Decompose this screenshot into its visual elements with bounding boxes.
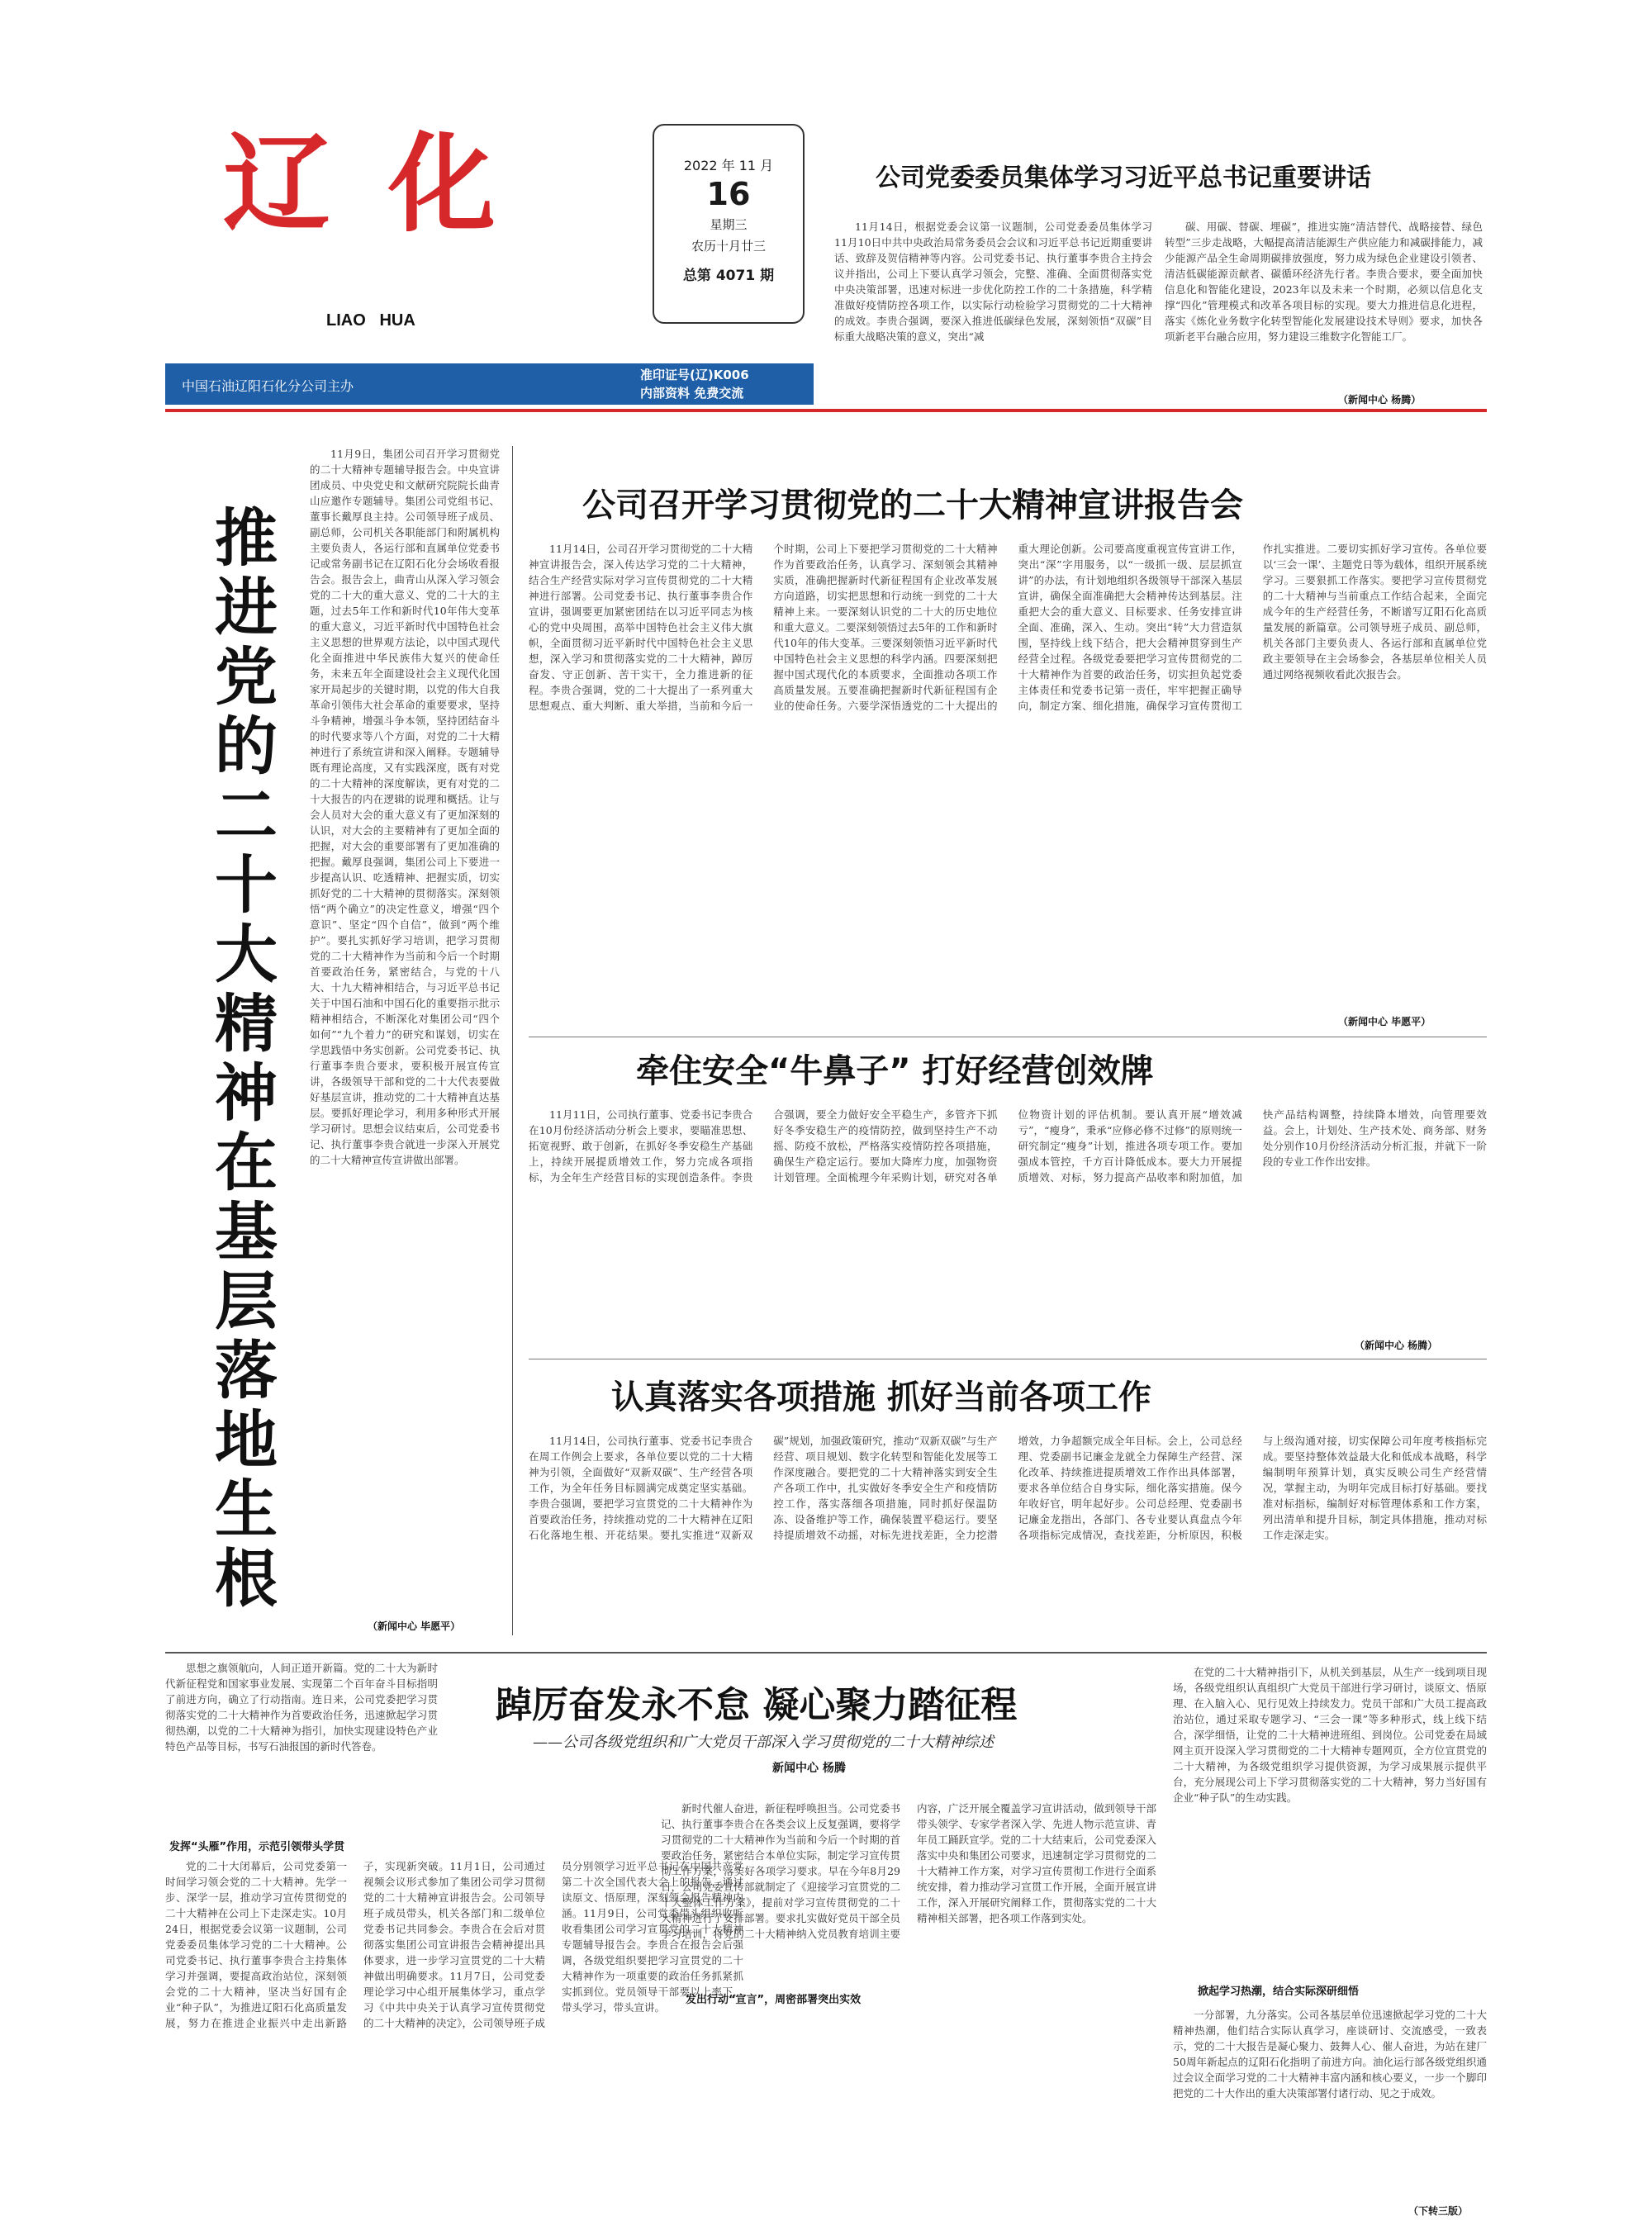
- story5-subheadline: ——公司各级党组织和广大党员干部深入学习贯彻党的二十大精神综述: [533, 1734, 994, 1751]
- top-story-headline: 公司党委委员集体学习习近平总书记重要讲话: [876, 164, 1371, 192]
- story2-body: [529, 541, 1487, 1012]
- top-story-col2: [1165, 219, 1483, 392]
- story5-subhead-1: 发挥“头雁”作用，示范引领带头学贯: [169, 1841, 345, 1853]
- top-story-col1: [834, 219, 1152, 405]
- column-divider: [512, 446, 513, 1635]
- masthead-title-char: 辽: [223, 121, 331, 247]
- story5-text-4: 一分部署，九分落实。公司各基层单位迅速掀起学习党的二十大精神热潮，他们结合实际认真学习，座谈研讨、交流感受，一致表示，党的二十大报告是凝心聚力、鼓舞人心、催人奋进，为站在建厂50周年新起点的辽阳石化指明了前进方向。油化运行部各级党组织通过会议全面学习党的二十大精神丰富内涵和核心要义，一步一个脚印把党的二十大作出的重大决策部署付诸行动、见之于成效。: [1173, 2009, 1487, 2100]
- left-column-credit: （新闻中心 毕愿平）: [368, 1620, 461, 1632]
- circulation-text: 内部资料 免费交流: [640, 386, 744, 401]
- story5-body-1: [165, 1858, 743, 2222]
- date-line: 2022 年 11 月: [683, 158, 774, 173]
- date-weekday: 星期三: [710, 217, 748, 232]
- story5-subhead-2: 发出行动“宣言”，周密部署突出实效: [686, 1994, 862, 2006]
- top-story-text-1: 11月14日，根据党委会议第一议题制，公司党委委员集体学习11月10日中共中央政治局常务委员会会议和习近平总书记近期重要讲话、致辞及贺信精神等内容。公司党委书记、执行董事李贵合主持会议并指出，公司上下要认真学习领会，完整、准确、全面贯彻落实党中央决策部署，迅速对标进一步优化防控工作的二十条措施，科学精准做好疫情防控各项工作，以实际行动检验学习贯彻党的二十大精神的成效。李贵合强调，要深入推进低碳绿色发展，深刻领悟“双碳”目标重大战略决策的意义，突出“减: [834, 221, 1152, 343]
- story4-headline: 认真落实各项措施 抓好当前各项工作: [611, 1378, 1151, 1416]
- story5-body-3: [1173, 1664, 1487, 1978]
- story5-body-4: [1173, 2007, 1487, 2201]
- section-divider: [165, 1652, 1487, 1654]
- story5-text-3: 在党的二十大精神指引下，从机关到基层，从生产一线到项目现场，各级党组织认真组织广大党员干部进行学习研讨，谈原文、悟原理、在入脑入心、见行见效上持续发力。党员干部和广大员工提高政治站位，通过采取专题学习、“三会一课”等多种形式，线上线下结合，深学细悟，让党的二十大精神进班组、到岗位。公司党委在局域网主页开设深入学习贯彻党的二十大精神专题网页，全方位宣贯党的二十大精神，为各级党组织学习提供资源，为学习成果展示提供平台，充分展现公司上下学习贯彻落实党的二十大精神，努力当好国有企业“种子队”的生动实践。: [1173, 1666, 1487, 1804]
- story5-lead: [165, 1660, 438, 1825]
- story2-headline: 公司召开学习贯彻党的二十大精神宣讲报告会: [582, 486, 1243, 524]
- date-lunar: 农历十月廿三: [691, 239, 766, 254]
- date-box: [653, 124, 805, 324]
- masthead-band: [165, 363, 814, 405]
- story5-text-1: 党的二十大闭幕后，公司党委第一时间学习领会党的二十大精神。先学一步、深学一层，推动学习宣传贯彻党的二十大精神在公司上下走深走实。10月24日，根据党委会议第一议题制，公司党委委员集体学习党的二十大精神。公司党委书记、执行董事李贵合主持集体学习并强调，要提高政治站位，深刻领会党的二十大精神，坚决当好国有企业“种子队”，为推进辽阳石化高质量发展，努力在推进企业振兴中走出新路子，实现新突破。11月1日，公司通过视频会议形式参加了集团公司学习贯彻党的二十大精神宣讲报告会。公司领导班子成员带头，机关各部门和二级单位党委书记共同参会。李贵合在会后对贯彻落实集团公司宣讲报告会精神提出具体要求，进一步学习宣贯党的二十大精神做出明确要求。11月7日，公司党委理论学习中心组开展集体学习，重点学习《中共中央关于认真学习宣传贯彻党的二十大精神的决定》，公司领导班子成员分别领学习近平总书记在中国共产党第二十次全国代表大会上的报告，通过读原文、悟原理，深刻领会报告精神内涵。11月9日，公司党委带头组织收听收看集团公司学习宣贯党的二十大精神专题辅导报告会。李贵合在报告会后强调，各级党组织要把学习宣贯党的二十大精神作为一项重要的政治任务抓紧抓实抓到位。党员领导干部要以上率下，带头学习，带头宣讲。: [165, 1860, 743, 2029]
- left-column-text: 11月9日，集团公司召开学习贯彻党的二十大精神专题辅导报告会。中央宣讲团成员、中央党史和文献研究院院长曲青山应邀作专题辅导。集团公司党组书记、董事长戴厚良主持。公司领导班子成员、副总师，公司机关各职能部门和附属机构主要负责人，各运行部和直属单位党委书记或常务副书记在辽阳石化分会场收看报告会。报告会上，曲青山从深入学习领会党的二十大的重大意义、党的二十大的主题，过去5年工作和新时代10年伟大变革的重大意义，习近平新时代中国特色社会主义思想的世界观方法论，以中国式现代化全面推进中华民族伟大复兴的使命任务，未来五年全面建设社会主义现代化国家开局起步的关键时期，以党的伟大自我革命引领伟大社会革命的重要要求，坚持斗争精神，增强斗争本领，坚持团结奋斗的时代要求等八个方面，对党的二十大精神进行了系统宣讲和深入阐释。专题辅导既有理论高度，又有实践深度，既有对党的二十大精神的深度解读，更有对党的二十大报告的内在逻辑的说理和概括。让与会人员对大会的重大意义有了更加深刻的认识，对大会的主要精神有了更加全面的把握，对大会的重要部署有了更加准确的把握。戴厚良强调，集团公司上下要进一步提高认识、吃透精神、把握实质，切实抓好党的二十大精神的贯彻落实。深刻领悟“两个确立”的决定性意义，增强“四个意识”、坚定“四个自信”，做到“两个维护”。要扎实抓好学习培训，把学习贯彻党的二十大精神作为当前和今后一个时期首要政治任务，紧密结合，与党的十八大、十九大精神相结合，与习近平总书记关于中国石油和中国石化的重要指示批示精神相结合，不断深化对集团公司“四个如何”“九个着力”的研究和谋划，切实在学思践悟中务实创新。公司党委书记、执行董事李贵合要求，要积极开展宣传宣讲，各级领导干部和党的二十大代表要做好基层宣讲，推动党的二十大精神直达基层。要抓好理论学习，利用多种形式开展学习研讨。思想会议结束后，公司党委书记、执行董事李贵合就进一步深入开展党的二十大精神宣传宣讲做出部署。: [310, 448, 500, 1166]
- vertical-headline: 推进党的二十大精神在基层落地生根: [215, 501, 278, 1616]
- story3-headline: 牵住安全“牛鼻子” 打好经营创效牌: [636, 1052, 1154, 1090]
- masthead-title: [223, 121, 570, 247]
- top-story-text-2: 碳、用碳、替碳、埋碳”，推进实施“清洁替代、战略接替、绿色转型”三步走战略，大幅提高清洁能源生产供应能力和减碳排能力，减少能源产品全生命周期碳排放强度，努力成为绿色企业建设引领者、清洁低碳能源贡献者、碳循环经济先行者。李贵合要求，要全面加快信息化和智能化建设，2023年以及未来一个时期，必须以信息化支撑“四化”管理模式和改革各项目标的实现。要大力推进信息化进程，落实《炼化业务数字化转型智能化发展建设技术导则》要求，加快各项新老平台融合应用，努力建设三维数字化智能工厂。: [1165, 221, 1483, 343]
- story5-byline: 新闻中心 杨腾: [772, 1762, 846, 1775]
- story5-headline: 踔厉奋发永不怠 凝心聚力踏征程: [496, 1684, 1018, 1726]
- story5-continued: （下转三版）: [1408, 2205, 1469, 2217]
- story5-subhead-3: 掀起学习热潮，结合实际深研细悟: [1198, 1986, 1360, 1998]
- story2-text: 11月14日，公司召开学习贯彻党的二十大精神宣讲报告会，深入传达学习党的二十大精神，结合生产经营实际对学习宣传贯彻党的二十大精神进行部署。公司党委书记、执行董事李贵合作宣讲，强调要更加紧密团结在以习近平同志为核心的党中央周围，高举中国特色社会主义伟大旗帜，全面贯彻习近平新时代中国特色社会主义思想，深入学习和贯彻落实党的二十大精神，踔厉奋发、守正创新、苦干实干，全力推进新的征程。李贵合强调，党的二十大提出了一系列重大思想观点、重大判断、重大举措，当前和今后一个时期，公司上下要把学习贯彻党的二十大精神作为首要政治任务，认真学习、深刻领会其精神实质，准确把握新时代新征程国有企业改革发展方向道路，切实把思想和行动统一到党的二十大精神上来。一要深刻认识党的二十大的历史地位和重大意义。二要深刻领悟过去5年的工作和新时代10年的伟大变革。三要深刻领悟习近平新时代中国特色社会主义思想的科学内涵。四要深刻把握中国式现代化的本质要求，全面推动各项工作高质量发展。五要准确把握新时代新征程国有企业的使命任务。六要学深悟透党的二十大提出的重大理论创新。公司要高度重视宣传宣讲工作，突出“深”字用服务，以“一级抓一级、层层抓宣讲”的办法，有计划地组织各级领导干部深入基层宣讲，确保全面准确把大会精神传达到基层。注重把大会的重大意义、目标要求、任务安排宣讲全面、准确，深入、生动。突出“转”大力营造氛围，坚持线上线下结合，把大会精神贯穿到生产经营全过程。各级党委要把学习宣传贯彻党的二十大精神作为首要的政治任务，切实担负起党委主体责任和党委书记第一责任，牢牢把握正确导向，制定方案、细化措施，确保学习宣传贯彻工作扎实推进。二要切实抓好学习宣传。各单位要以‘三会一课’、主题党日等为载体，组织开展系统学习。三要狠抓工作落实。要把学习宣传贯彻党的二十大精神与当前重点工作结合起来，全面完成今年的生产经营任务，不断谱写辽阳石化高质量发展的新篇章。公司领导班子成员、副总师，机关各部门主要负责人、各运行部和直属单位党政主要领导在主会场参会，各基层单位相关人员通过网络视频收看此次报告会。: [529, 543, 1487, 712]
- top-story-credit: （新闻中心 杨腾）: [1338, 394, 1422, 406]
- story5-text-2: 新时代催人奋进，新征程呼唤担当。公司党委书记、执行董事李贵合在各类会议上反复强调，要将学习贯彻党的二十大精神作为当前和今后一个时期的首要政治任务，紧密结合本单位实际，制定学习宣传贯彻工作方案，落实好各项学习要求。早在今年8月29日，公司党委宣传部就制定了《迎接学习宣贯党的二十大整体工作方案》，提前对学习宣传贯彻党的二十大精神进行了安排部署。要求扎实做好党员干部全员学习培训，将党的二十大精神纳入党员教育培训主要内容，广泛开展全覆盖学习宣讲活动，做到领导干部带头领学、专家学者深入学、先进人物示范宣讲、青年员工踊跃宣学。党的二十大结束后，公司党委深入落实中央和集团公司要求，迅速制定学习贯彻党的二十大精神工作方案，对学习宣传贯彻工作进行全面系统安排，着力推动学习宣贯工作开展，全面开展宣讲工作，深入开展研究阐释工作，贯彻落实党的二十大精神相关部署，把各项工作落到实处。: [661, 1802, 1156, 1940]
- story5-body-2: [661, 1801, 1156, 2222]
- story2-credit: （新闻中心 毕愿平）: [1338, 1016, 1431, 1027]
- story5-lead-text: 思想之旗领航向，人间正道开新篇。党的二十大为新时代新征程党和国家事业发展、实现第二个百年奋斗目标指明了前进方向，确立了行动指南。连日来，公司党委把学习贯彻落实党的二十大精神作为首要政治任务，迅速掀起学习贯彻热潮，以党的二十大精神为指引，加快实现建设特色产业特色产品等目标，书写石油报国的新时代答卷。: [165, 1662, 438, 1753]
- left-column: [310, 446, 500, 1611]
- masthead: [165, 116, 644, 388]
- story4-body: [529, 1433, 1487, 1639]
- sponsor-text: 中国石油辽阳石化分公司主办: [182, 378, 354, 394]
- story4-text: 11月14日，公司执行董事、党委书记李贵合在周工作例会上要求，各单位要以党的二十大精神为引领，全面做好“双新双碳”、生产经营各项工作，为全年任务目标圆满完成奠定坚实基础。李贵合强调，要把学习宣贯党的二十大精神作为首要政治任务，持续推动党的二十大精神在辽阳石化落地生根、开花结果。要扎实推进“双新双碳”规划，加强政策研究，推动“双新双碳”与生产经营、项目规划、数字化转型和智能化发展等工作深度融合。要把党的二十大精神落实到安全生产各项工作中，扎实做好冬季安全生产和疫情防控工作，落实落细各项措施，同时抓好保温防冻、设备维护等工作，确保装置平稳运行。要坚持提质增效不动摇，对标先进找差距，全力挖潜增效，力争超额完成全年目标。会上，公司总经理、党委副书记廉金龙就全力保障生产经营、深化改革、持续推进提质增效工作作出具体部署，要求各单位结合自身实际，细化落实措施。保今年收好官，明年起好步。公司总经理、党委副书记廉金龙指出，各部门、各专业要认真盘点今年各项指标完成情况，查找差距，分析原因，积极与上级沟通对接，切实保障公司年度考核指标完成。要坚持整体效益最大化和低成本战略，科学编制明年预算计划，真实反映公司生产经营情况，掌握主动，为明年完成目标打好基础。要找准对标指标，编制好对标管理体系和工作方案，列出清单和提升目标，制定具体措施，推动对标工作走深走实。: [529, 1435, 1487, 1541]
- masthead-pinyin: LIAO HUA: [326, 311, 415, 330]
- story3-text: 11月11日，公司执行董事、党委书记李贵合在10月份经济活动分析会上要求，要瞄准思想、拓宽视野、敢于创新，在抓好冬季安稳生产基础上，持续开展提质增效工作，努力完成各项指标，为全年生产经营目标的实现创造条件。李贵合强调，要全力做好安全平稳生产，多管齐下抓好冬季安稳生产的疫情防控，做到坚持生产不动摇、防疫不放松，严格落实疫情防控各项措施，确保生产稳定运行。要加大降库力度，加强物资计划管理。全面梳理今年采购计划，研究对各单位物资计划的评估机制。要认真开展“增效减亏”，“瘦身”，秉承“应修必修不过修”的原则统一研究制定“瘦身”计划，推进各项专项工作。要加强成本管控，千方百计降低成本。要大力开展提质增效、对标，努力提高产品收率和附加值，加快产品结构调整，持续降本增效，向管理要效益。会上，计划处、生产技术处、商务部、财务处分别作10月份经济活动分析汇报，并就下一阶段的专业工作作出安排。: [529, 1108, 1487, 1184]
- date-day: 16: [706, 176, 751, 212]
- story3-body: [529, 1107, 1487, 1330]
- masthead-red-rule: [165, 409, 1487, 412]
- permit-text: 准印证号(辽)K006: [640, 368, 749, 382]
- story3-credit: （新闻中心 杨腾）: [1355, 1340, 1438, 1351]
- issue-number: 总第 4071 期: [682, 268, 775, 284]
- masthead-title-char: 化: [388, 121, 496, 247]
